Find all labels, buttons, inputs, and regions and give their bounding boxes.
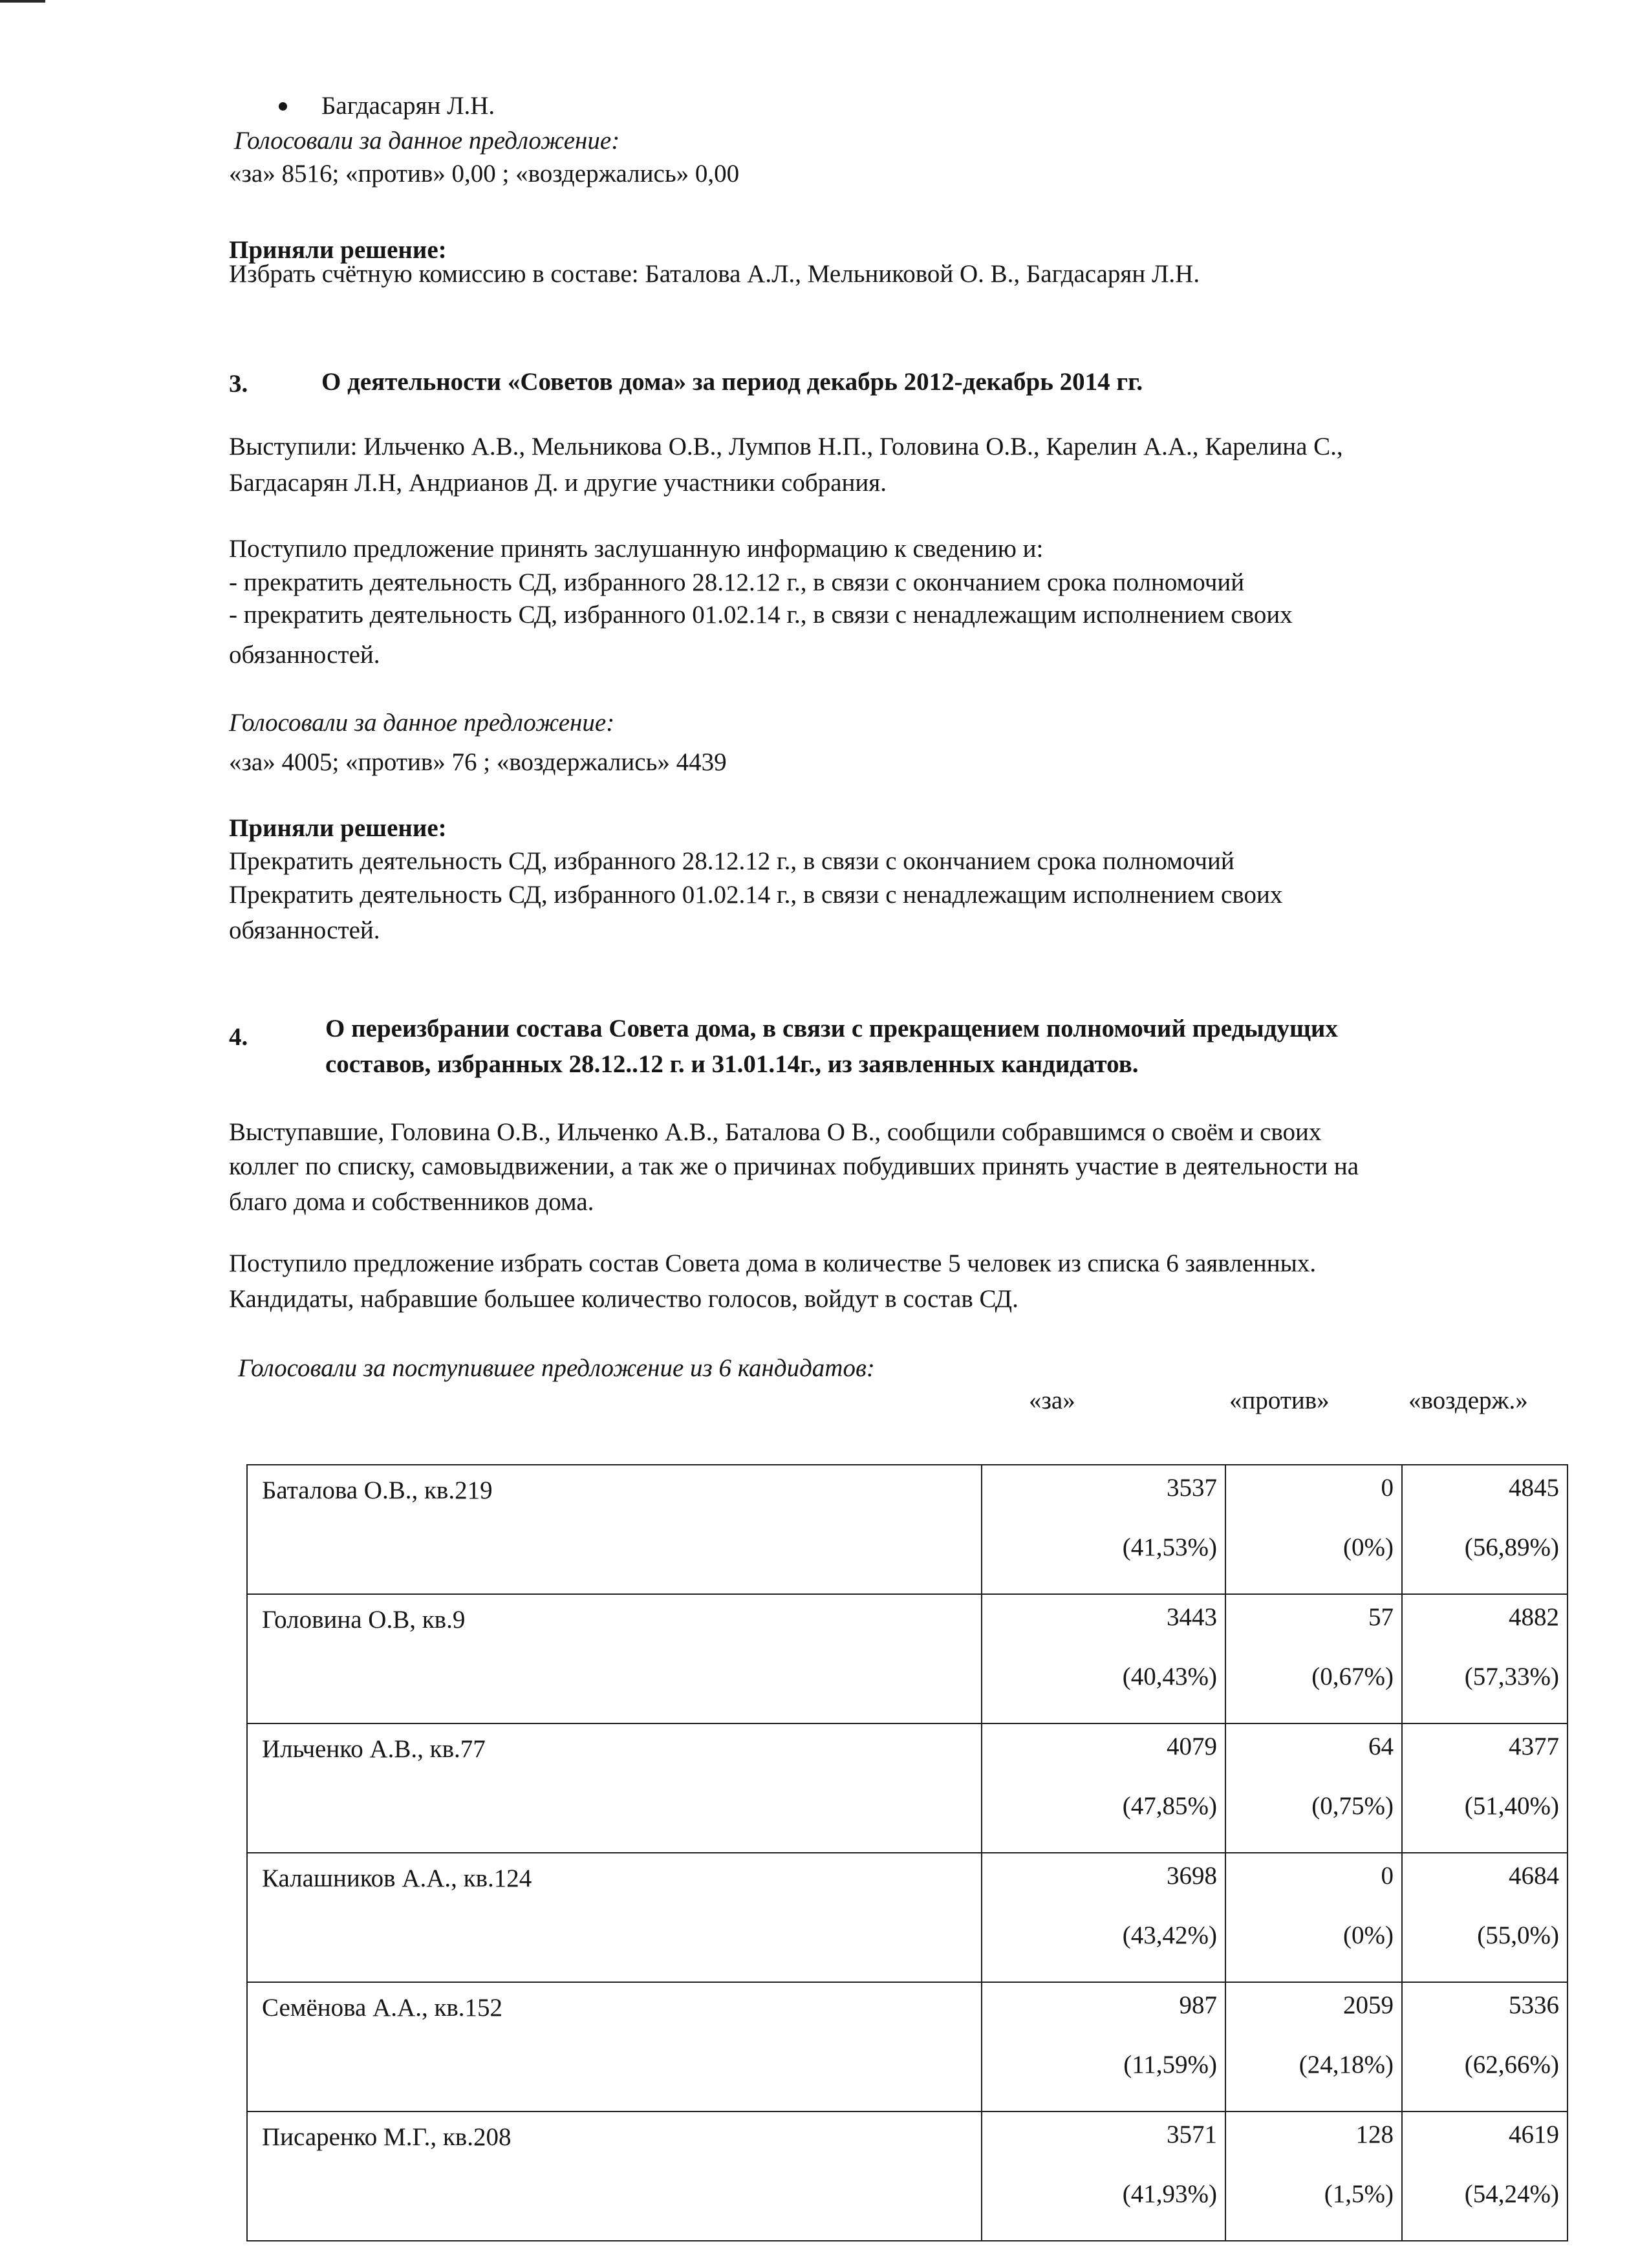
section3-number: 3. (229, 370, 248, 398)
abstain-cell (1402, 1853, 1568, 1982)
section3-speakers-line1: Выступили: Ильченко А.В., Мельникова О.В., Лумпов Н.П., Головина О.В., Карелин А.А., Карелина С., (229, 433, 1343, 460)
section3-vote-header: Голосовали за данное предложение: (229, 709, 615, 737)
table-row (247, 1982, 1568, 2111)
against-percent: (0%) (1343, 1921, 1394, 1949)
against-votes: 64 (1368, 1733, 1394, 1760)
za-percent: (47,85%) (1122, 1792, 1217, 1820)
za-votes: 3537 (1167, 1474, 1217, 1502)
section4-title-line1: О переизбрании состава Совета дома, в связи с прекращением полномочий предыдущих (325, 1015, 1338, 1042)
table-row (247, 2111, 1568, 2241)
za-cell (982, 1465, 1225, 1594)
section3-proposal-line3: - прекратить деятельность СД, избранного 01.02.14 г., в связи с ненадлежащим исполнением своих (229, 601, 1293, 629)
against-percent: (1,5%) (1324, 2180, 1394, 2208)
section3-decision-line2: Прекратить деятельность СД, избранного 01.02.14 г., в связи с ненадлежащим исполнением своих (229, 881, 1283, 909)
abstain-votes: 4845 (1509, 1474, 1559, 1502)
against-votes: 0 (1381, 1474, 1394, 1502)
against-cell (1225, 1465, 1402, 1594)
za-votes: 4079 (1167, 1733, 1217, 1760)
against-votes: 2059 (1343, 1991, 1394, 2019)
against-votes: 128 (1355, 2121, 1394, 2148)
section3-vote-result: «за» 4005; «против» 76 ; «воздержались» 4439 (229, 748, 727, 776)
section3-proposal-line4: обязанностей. (229, 641, 380, 669)
candidate-name: Калашников А.А., кв.124 (247, 1853, 982, 1982)
abstain-votes: 4882 (1509, 1603, 1559, 1631)
za-votes: 3698 (1167, 1862, 1217, 1890)
against-percent: (0,75%) (1311, 1792, 1394, 1820)
column-header-abstain: «воздерж.» (1408, 1387, 1528, 1414)
za-percent: (11,59%) (1123, 2051, 1217, 2079)
abstain-cell (1402, 1594, 1568, 1723)
abstain-percent: (56,89%) (1464, 1533, 1559, 1561)
section3-decision-line1: Прекратить деятельность СД, избранного 28.12.12 г., в связи с окончанием срока полномочий (229, 847, 1234, 875)
against-cell (1225, 1853, 1402, 1982)
against-cell (1225, 1723, 1402, 1853)
against-cell (1225, 1594, 1402, 1723)
abstain-percent: (57,33%) (1464, 1663, 1559, 1690)
abstain-cell (1402, 1982, 1568, 2111)
section4-title-line2: составов, избранных 28.12..12 г. и 31.01.14г., из заявленных кандидатов. (325, 1050, 1139, 1078)
za-cell (982, 1853, 1225, 1982)
abstain-votes: 4684 (1509, 1862, 1559, 1890)
bullet-name: Багдасарян Л.Н. (321, 92, 495, 120)
table-row (247, 1465, 1568, 1594)
against-cell (1225, 1982, 1402, 2111)
section4-speakers-line3: благо дома и собственников дома. (229, 1188, 594, 1216)
scan-edge-mark (0, 0, 45, 3)
section4-number: 4. (229, 1023, 248, 1051)
za-percent: (40,43%) (1122, 1663, 1217, 1690)
candidate-name: Баталова О.В., кв.219 (247, 1465, 982, 1594)
abstain-votes: 4619 (1509, 2121, 1559, 2148)
za-votes: 987 (1179, 1991, 1217, 2019)
against-cell (1225, 2111, 1402, 2241)
section3-speakers-line2: Багдасарян Л.Н, Андрианов Д. и другие участники собрания. (229, 469, 887, 497)
za-cell (982, 2111, 1225, 2241)
decision1-text: Избрать счётную комиссию в составе: Баталова А.Л., Мельниковой О. В., Багдасарян Л.Н. (229, 260, 1200, 288)
abstain-percent: (54,24%) (1464, 2180, 1559, 2208)
against-percent: (0%) (1343, 1533, 1394, 1561)
section4-speakers-line1: Выступавшие, Головина О.В., Ильченко А.В., Баталова О В., сообщили собравшимся о своём и своих (229, 1118, 1322, 1146)
against-percent: (0,67%) (1311, 1663, 1394, 1690)
abstain-cell (1402, 1723, 1568, 1853)
abstain-votes: 4377 (1509, 1733, 1559, 1760)
decision1-heading: Приняли решение: (229, 236, 447, 264)
abstain-percent: (51,40%) (1464, 1792, 1559, 1820)
za-percent: (41,93%) (1122, 2180, 1217, 2208)
table-row (247, 1723, 1568, 1853)
bullet-icon (279, 102, 287, 111)
section3-decision-line3: обязанностей. (229, 916, 380, 944)
za-votes: 3443 (1167, 1603, 1217, 1631)
section3-decision-heading: Приняли решение: (229, 814, 447, 842)
za-percent: (43,42%) (1122, 1921, 1217, 1949)
abstain-cell (1402, 1465, 1568, 1594)
against-votes: 57 (1368, 1603, 1394, 1631)
table-row (247, 1594, 1568, 1723)
za-percent: (41,53%) (1122, 1533, 1217, 1561)
section4-proposal-line2: Кандидаты, набравшие большее количество голосов, войдут в состав СД. (229, 1285, 1018, 1313)
section4-vote-header: Голосовали за поступившее предложение из 6 кандидатов: (238, 1354, 875, 1382)
column-header-against: «против» (1229, 1387, 1330, 1414)
section3-title: О деятельности «Советов дома» за период декабрь 2012-декабрь 2014 гг. (321, 368, 1143, 396)
vote1-header: Голосовали за данное предложение: (234, 127, 620, 155)
za-votes: 3571 (1167, 2121, 1217, 2148)
candidates-vote-table (246, 1464, 1568, 2241)
against-percent: (24,18%) (1299, 2051, 1394, 2079)
section3-proposal-line2: - прекратить деятельность СД, избранного 28.12.12 г., в связи с окончанием срока полномочий (229, 568, 1245, 596)
candidate-name: Писаренко М.Г., кв.208 (247, 2111, 982, 2241)
column-header-za: «за» (1029, 1387, 1075, 1414)
section4-speakers-line2: коллег по списку, самовыдвижении, а так же о причинах побудивших принять участие в деятельности на (229, 1152, 1359, 1180)
abstain-percent: (62,66%) (1464, 2051, 1559, 2079)
candidate-name: Головина О.В, кв.9 (247, 1594, 982, 1723)
candidate-name: Семёнова А.А., кв.152 (247, 1982, 982, 2111)
table-row (247, 1853, 1568, 1982)
za-cell (982, 1594, 1225, 1723)
vote1-result: «за» 8516; «против» 0,00 ; «воздержались» 0,00 (229, 160, 740, 188)
against-votes: 0 (1381, 1862, 1394, 1890)
candidate-name: Ильченко А.В., кв.77 (247, 1723, 982, 1853)
abstain-percent: (55,0%) (1477, 1921, 1559, 1949)
za-cell (982, 1982, 1225, 2111)
section3-proposal-line1: Поступило предложение принять заслушанную информацию к сведению и: (229, 535, 1044, 563)
abstain-cell (1402, 2111, 1568, 2241)
section4-proposal-line1: Поступило предложение избрать состав Совета дома в количестве 5 человек из списка 6 заявленных. (229, 1249, 1317, 1277)
za-cell (982, 1723, 1225, 1853)
abstain-votes: 5336 (1509, 1991, 1559, 2019)
